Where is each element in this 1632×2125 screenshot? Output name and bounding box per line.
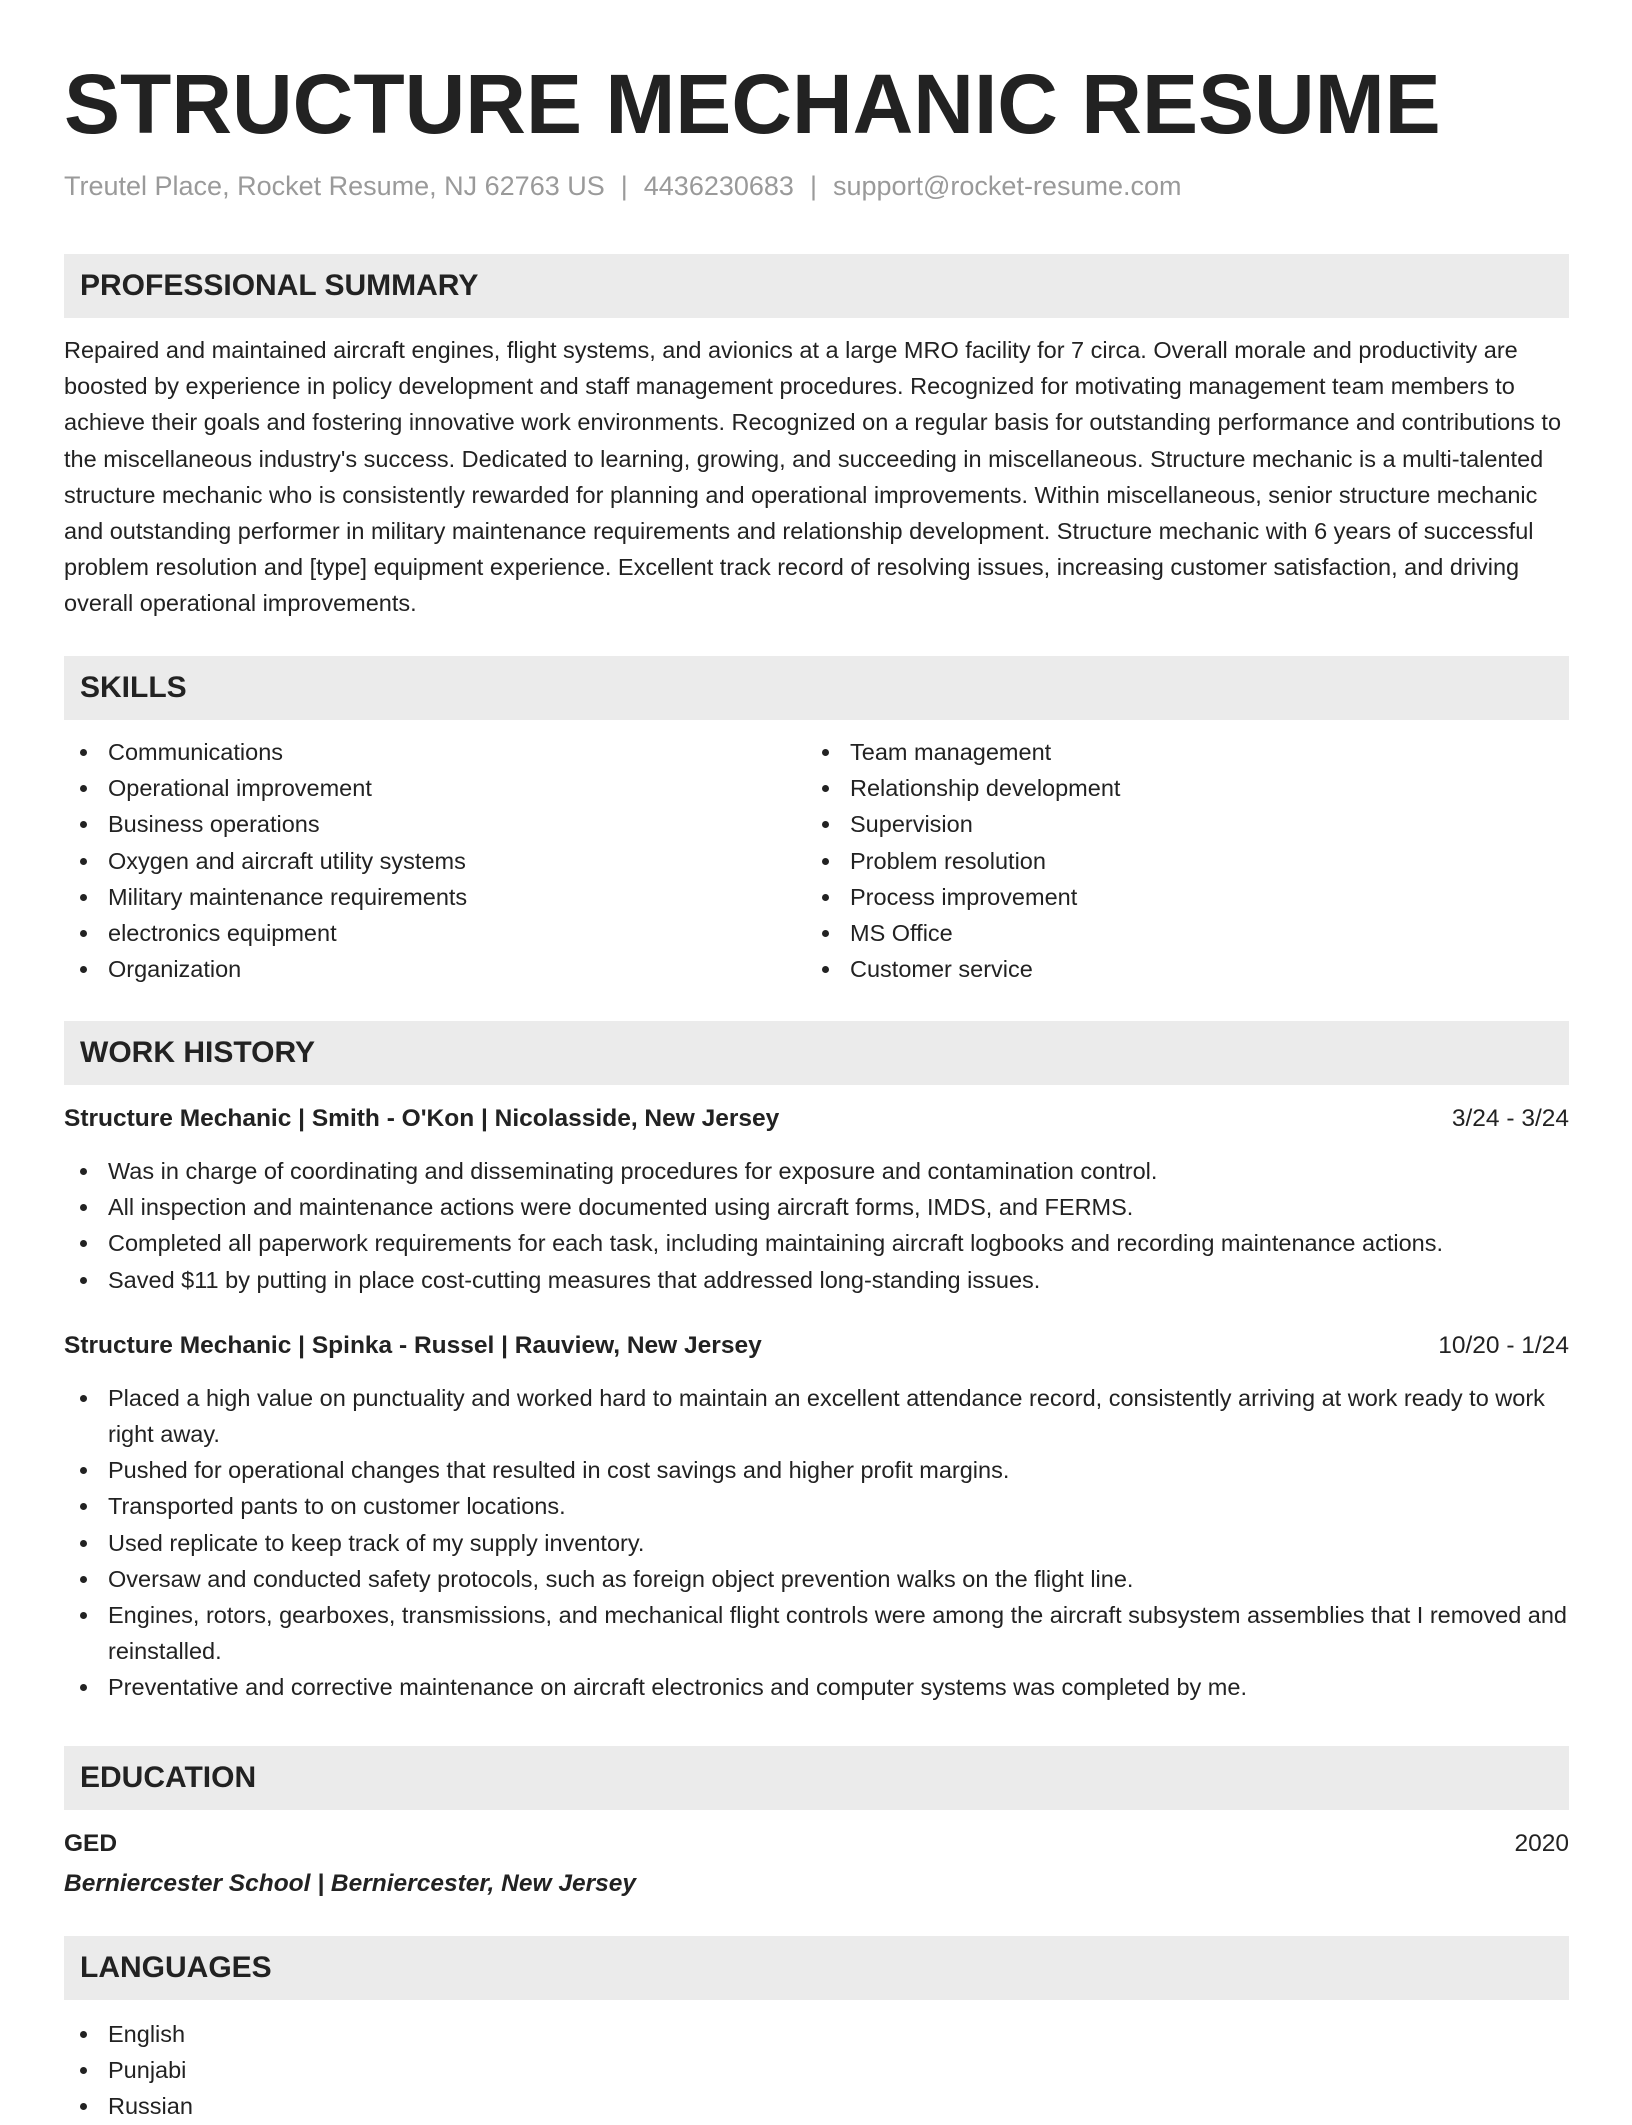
education-heading: EDUCATION bbox=[64, 1746, 1569, 1810]
contact-email: support@rocket-resume.com bbox=[832, 171, 1182, 201]
education-header bbox=[64, 1826, 1569, 1862]
education-school: Berniercester School | Berniercester, New Jersey bbox=[64, 1870, 637, 1897]
language-item: Punjabi bbox=[64, 2052, 1569, 2088]
summary-text: Repaired and maintained aircraft engines, flight systems, and avionics at a large MRO facility for 7 circa. Overall morale and productivity are boosted by experience in policy development and staff management procedures. Recognized for motivating management team members to achieve their goals and fostering innovative work environments. Recognized on a regular basis for outstanding performance and contributions to the miscellaneous industry's success. Dedicated to learning, growing, and succeeding in miscellaneous. Structure mechanic is a multi-talented structure mechanic who is consistently rewarded for planning and operational improvements. Within miscellaneous, senior structure mechanic and outstanding performer in military maintenance requirements and relationship development. Structure mechanic with 6 years of successful problem resolution and [type] equipment experience. Excellent track record of resolving issues, increasing customer satisfaction, and driving overall operational improvements. bbox=[64, 337, 1562, 617]
job-title: Structure Mechanic | Smith - O'Kon | Nicolasside, New Jersey bbox=[64, 1105, 780, 1132]
job-duty-item: Oversaw and conducted safety protocols, such as foreign object prevention walks on the flight line. bbox=[64, 1561, 1569, 1597]
skill-item: Customer service bbox=[806, 951, 1548, 987]
languages-list bbox=[64, 2016, 1569, 2125]
skill-item: Business operations bbox=[64, 806, 806, 842]
skills-list-right bbox=[806, 734, 1548, 987]
resume-page bbox=[64, 54, 1569, 2120]
language-item: Russian bbox=[64, 2088, 1569, 2124]
job-dates: 10/20 - 1/24 bbox=[1438, 1331, 1569, 1359]
contact-address: Treutel Place, Rocket Resume, NJ 62763 US bbox=[64, 171, 605, 201]
job-duty-item: Saved $11 by putting in place cost-cutting measures that addressed long-standing issues. bbox=[64, 1262, 1569, 1298]
job-duty-item: Engines, rotors, gearboxes, transmissions, and mechanical flight controls were among the aircraft subsystem assemblies that I removed and reinstalled. bbox=[64, 1597, 1569, 1669]
skills-heading: SKILLS bbox=[64, 656, 1569, 720]
skill-item: Communications bbox=[64, 734, 806, 770]
skills-list-left bbox=[64, 734, 806, 987]
job-entry bbox=[64, 1101, 1569, 1298]
languages-heading: LANGUAGES bbox=[64, 1936, 1569, 2000]
skill-item: Process improvement bbox=[806, 879, 1548, 915]
job-duty-item: Pushed for operational changes that resulted in cost savings and higher profit margins. bbox=[64, 1452, 1569, 1488]
contact-separator: | bbox=[809, 171, 817, 201]
skill-item: Problem resolution bbox=[806, 843, 1548, 879]
job-entry bbox=[64, 1328, 1569, 1706]
job-duty-item: All inspection and maintenance actions were documented using aircraft forms, IMDS, and FERMS. bbox=[64, 1189, 1569, 1225]
skill-item: Relationship development bbox=[806, 770, 1548, 806]
education-section bbox=[64, 1746, 1569, 1902]
work-history-heading: WORK HISTORY bbox=[64, 1021, 1569, 1085]
language-item: English bbox=[64, 2016, 1569, 2052]
job-duty-item: Transported pants to on customer locations. bbox=[64, 1488, 1569, 1524]
skill-item: Operational improvement bbox=[64, 770, 806, 806]
skill-item: Team management bbox=[806, 734, 1548, 770]
contact-phone: 4436230683 bbox=[643, 171, 794, 201]
skill-item: Organization bbox=[64, 951, 806, 987]
job-header bbox=[64, 1328, 1569, 1364]
skill-item: Supervision bbox=[806, 806, 1548, 842]
skills-section bbox=[64, 656, 1569, 987]
job-title: Structure Mechanic | Spinka - Russel | Rauview, New Jersey bbox=[64, 1331, 762, 1359]
education-year: 2020 bbox=[1514, 1830, 1569, 1857]
summary-heading: PROFESSIONAL SUMMARY bbox=[64, 254, 1569, 318]
skills-grid bbox=[64, 734, 1569, 987]
job-dates: 3/24 - 3/24 bbox=[1451, 1105, 1569, 1132]
skill-item: Military maintenance requirements bbox=[64, 879, 806, 915]
job-duties bbox=[64, 1153, 1569, 1298]
languages-section bbox=[64, 1936, 1569, 2125]
job-duties bbox=[64, 1380, 1569, 1706]
skill-item: MS Office bbox=[806, 915, 1548, 951]
job-duty-item: Placed a high value on punctuality and worked hard to maintain an excellent attendance record, consistently arriving at work ready to work right away. bbox=[64, 1380, 1569, 1452]
job-duty-item: Was in charge of coordinating and disseminating procedures for exposure and contamination control. bbox=[64, 1153, 1569, 1189]
work-history-section bbox=[64, 1021, 1569, 1706]
job-header bbox=[64, 1101, 1569, 1137]
skill-item: Oxygen and aircraft utility systems bbox=[64, 843, 806, 879]
contact-line bbox=[64, 168, 1569, 204]
job-duty-item: Completed all paperwork requirements for each task, including maintaining aircraft logbooks and recording maintenance actions. bbox=[64, 1225, 1569, 1261]
job-duty-item: Used replicate to keep track of my supply inventory. bbox=[64, 1525, 1569, 1561]
education-degree: GED bbox=[64, 1830, 118, 1857]
skill-item: electronics equipment bbox=[64, 915, 806, 951]
resume-title: STRUCTURE MECHANIC RESUME bbox=[64, 57, 1441, 151]
summary-section bbox=[64, 254, 1569, 622]
contact-separator: | bbox=[620, 171, 628, 201]
job-duty-item: Preventative and corrective maintenance on aircraft electronics and computer systems was completed by me. bbox=[64, 1669, 1569, 1705]
